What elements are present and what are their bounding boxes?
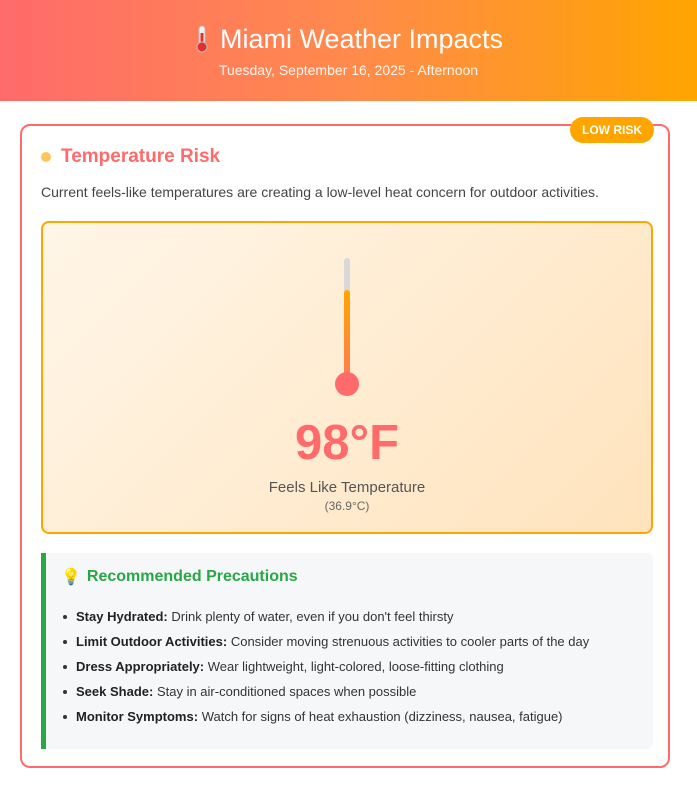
page-subtitle: Tuesday, September 16, 2025 - Afternoon [218,62,479,78]
temperature-risk-card [20,124,670,768]
temperature-celsius: (36.9°C) [324,499,370,513]
precautions-title-row [61,567,298,587]
risk-badge: LOW RISK [570,117,654,143]
precaution-title: Stay Hydrated: [76,609,168,624]
lightbulb-icon: 💡 [61,569,81,586]
card-title: Temperature Risk [61,146,221,167]
card-title-row [41,146,220,168]
list-item [62,629,643,654]
page-title-row [0,20,697,63]
thermometer-icon [194,25,210,63]
precaution-title: Dress Appropriately: [76,659,205,674]
list-item [62,704,643,729]
precautions-title: Recommended Precautions [86,568,298,585]
precautions-list [62,604,643,729]
card-description: Current feels-like temperatures are creating a low-level heat concern for outdoor activities. [41,184,599,200]
list-item [62,654,643,679]
gauge-bulb [335,372,359,396]
page-header [0,0,697,101]
precaution-text: Watch for signs of heat exhaustion (dizziness, nausea, fatigue) [201,709,563,724]
precaution-text: Stay in air-conditioned spaces when possible [156,684,417,699]
temperature-value: 98°F [294,416,400,470]
list-item [62,604,643,629]
precaution-title: Limit Outdoor Activities: [76,634,228,649]
temperature-panel [41,221,653,534]
list-item [62,679,643,704]
status-dot-icon [41,152,51,162]
precaution-text: Wear lightweight, light-colored, loose-fitting clothing [207,659,504,674]
gauge-fill [344,290,350,383]
thermometer-gauge [335,258,359,400]
precautions-panel [41,553,653,749]
precaution-text: Consider moving strenuous activities to cooler parts of the day [230,634,590,649]
precaution-title: Seek Shade: [76,684,154,699]
temperature-label: Feels Like Temperature [268,479,426,496]
precaution-text: Drink plenty of water, even if you don't feel thirsty [171,609,454,624]
page-title: Miami Weather Impacts [219,24,504,54]
precaution-title: Monitor Symptoms: [76,709,199,724]
